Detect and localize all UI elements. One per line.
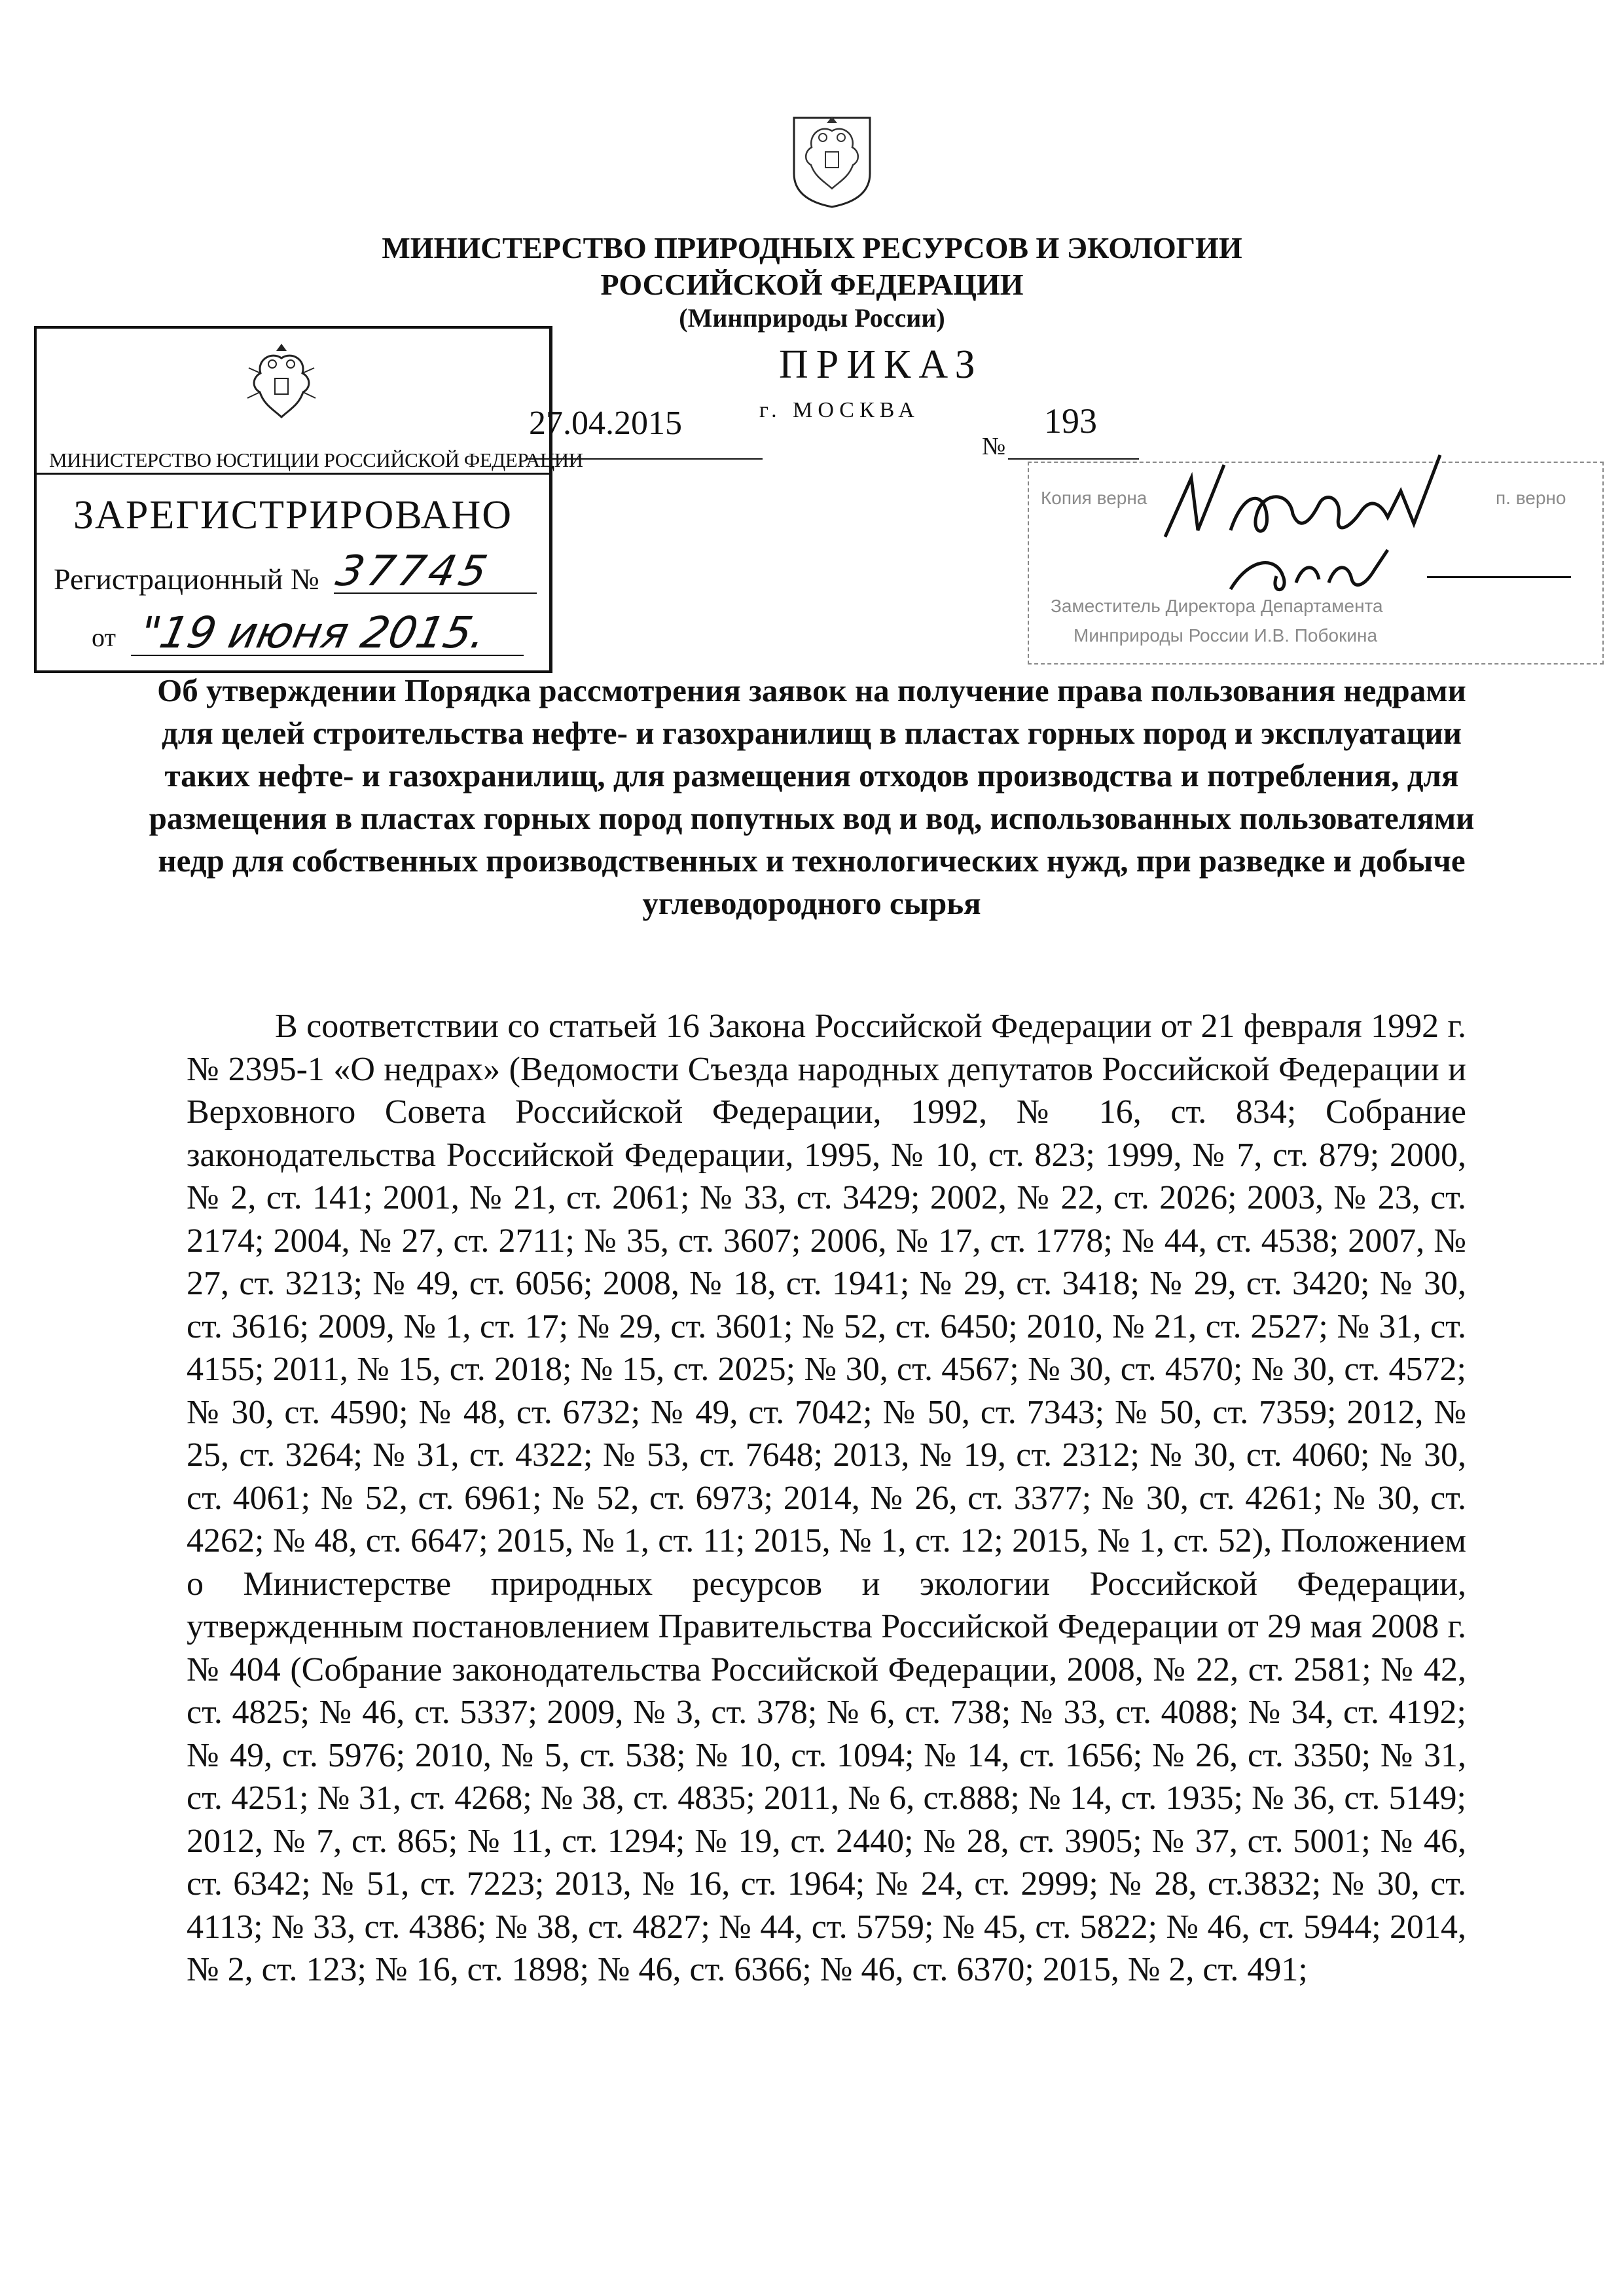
ministry-name-line1: МИНИСТЕРСТВО ПРИРОДНЫХ РЕСУРСОВ И ЭКОЛОГИИ	[382, 231, 1242, 264]
copy-stamp-line1b: п. верно	[1496, 488, 1566, 508]
number-underline	[1008, 458, 1139, 460]
stamp-divider	[34, 473, 552, 475]
body-paragraph: В соответствии со статьей 16 Закона Российской Федерации от 21 февраля 1992 г. № 2395-1 «О недрах» (Ведомости Съезда народных депутатов Российской Федерации и Верховного Совета Российской Федерации, 1992, № 16, ст. 834; Собрание законодательства Российской Федерации, 1995, № 10, ст. 823; 1999, № 7, ст. 879; 2000, № 2, ст. 141; 2001, № 21, ст. 2061; № 33, ст. 3429; 2002, № 22, ст. 2026; 2003, № 23, ст. 2174; 2004, № 27, ст. 2711; № 35, ст. 3607; 2006, № 17, ст. 1778; № 44, ст. 4538; 2007, № 27, ст. 3213; № 49, ст. 6056; 2008, № 18, ст. 1941; № 29, ст. 3418; № 29, ст. 3420; № 30, ст. 3616; 2009, № 1, ст. 17; № 29, ст. 3601; № 52, ст. 6450; 2010, № 21, ст. 2527; № 31, ст. 4155; 2011, № 15, ст. 2018; № 15, ст. 2025; № 30, ст. 4567; № 30, ст. 4570; № 30, ст. 4572; № 30, ст. 4590; № 48, ст. 6732; № 49, ст. 7042; № 50, ст. 7343; № 50, ст. 7359; 2012, № 25, ст. 3264; № 31, ст. 4322; № 53, ст. 7648; 2013, № 19, ст. 2312; № 30, ст. 4060; № 30, ст. 4061; № 52, ст. 6961; № 52, ст. 6973; 2014, № 26, ст. 3377; № 30, ст. 4261; № 30, ст. 4262; № 48, ст. 6647; 2015, № 1, ст. 11; 2015, № 1, ст. 12; 2015, № 1, ст. 52), Положением о Министерстве природных ресурсов и экологии Российской Федерации, утвержденным постановлением Правительства Российской Федерации от 29 мая 2008 г. № 404 (Собрание законодательства Российской Федерации, 2008, № 22, ст. 2581; № 42, ст. 4825; № 46, ст. 5337; 2009, № 3, ст. 378; № 6, ст. 738; № 33, ст. 4088; № 34, ст. 4192; № 49, ст. 5976; 2010, № 5, ст. 538; № 10, ст. 1094; № 14, ст. 1656; № 26, ст. 3350; № 31, ст. 4251; № 31, ст. 4268; № 38, ст. 4835; 2011, № 6, ст.888; № 14, ст. 1935; № 36, ст. 5149; 2012, № 7, ст. 865; № 11, ст. 1294; № 19, ст. 2440; № 28, ст. 3905; № 37, ст. 5001; № 46, ст. 6342; № 51, ст. 7223; 2013, № 16, ст. 1964; № 24, ст. 2999; № 28, ст.3832; № 30, ст. 4113; № 33, ст. 4386; № 38, ст. 4827; № 44, ст. 5759; № 45, ст. 5822; № 46, ст. 5944; 2014, № 2, ст. 123; № 16, ст. 1898; № 46, ст. 6366; № 46, ст. 6370; 2015, № 2, ст. 491;	[187, 1008, 1466, 1988]
copy-stamp-line1: Копия верна	[1041, 488, 1147, 508]
handwritten-initials-icon	[1224, 537, 1407, 602]
order-title: ПРИКАЗ	[779, 342, 983, 387]
stamp-reg-number-label: Регистрационный №	[54, 562, 319, 596]
stamp-coat-of-arms-icon	[242, 342, 321, 427]
copy-stamp-line2: Заместитель Директора Департамента	[1051, 596, 1383, 616]
stamp-ministry-name: МИНИСТЕРСТВО ЮСТИЦИИ РОССИЙСКОЙ ФЕДЕРАЦИИ	[49, 448, 583, 471]
stamp-reg-date: "19 июня 2015.	[135, 608, 491, 658]
stamp-date-underline	[131, 655, 524, 656]
ministry-short-name: (Минприроды России)	[679, 303, 945, 333]
document-title: Об утверждении Порядка рассмотрения заявок на получение права пользования недрами для целей строительства нефте- и газохранилищ в пластах горных пород и эксплуатации таких нефте- и газохранилищ, для размещения отходов производства и потребления, для размещения в пластах горных пород попутных вод и вод, использованных пользователями недр для собственных производственных и технологических нужд, при разведке и добыче углеводородного сырья	[149, 672, 1475, 921]
ministry-name-line2: РОССИЙСКОЙ ФЕДЕРАЦИИ	[600, 268, 1024, 301]
order-city: г. МОСКВА	[759, 398, 920, 422]
stamp-reg-number-underline	[334, 592, 537, 594]
coat-of-arms-icon	[789, 111, 875, 210]
copy-stamp-line3: Минприроды России И.В. Побокина	[1074, 625, 1378, 646]
order-number: 193	[1044, 401, 1097, 441]
copy-stamp-signature-line	[1427, 576, 1571, 578]
stamp-reg-number: 37745	[332, 547, 496, 596]
stamp-registered-label: ЗАРЕГИСТРИРОВАНО	[73, 493, 513, 538]
order-date: 27.04.2015	[529, 405, 682, 442]
order-number-label: №	[982, 433, 1006, 460]
stamp-from-label: от	[92, 623, 116, 652]
